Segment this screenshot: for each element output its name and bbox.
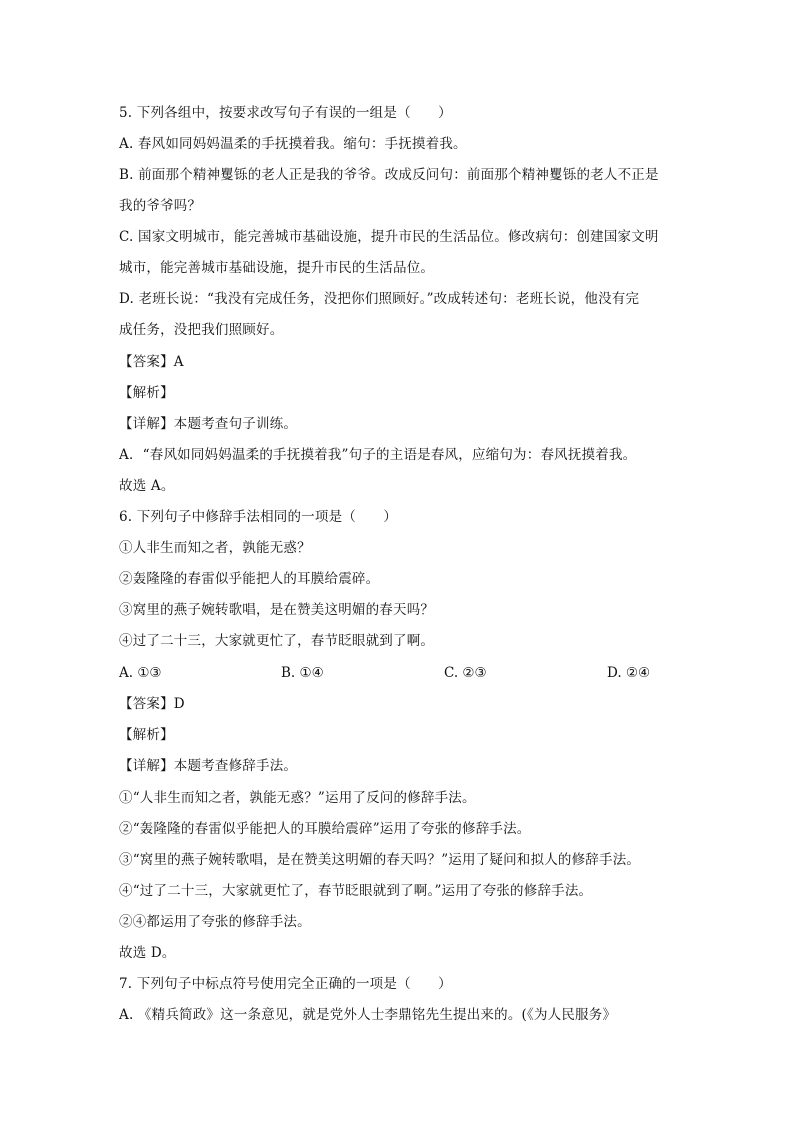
question-5-option-b-line2: 我的爷爷吗？ [119, 198, 202, 214]
question-6-sentence-2: ②轰隆隆的春雷似乎能把人的耳膜给震碎。 [119, 571, 380, 587]
question-5-option-a: A. 春风如同妈妈温柔的手抚摸着我。缩句：手抚摸着我。 [119, 136, 467, 152]
question-5-answer: 【答案】A [119, 354, 184, 370]
question-5-explanation: A．“春风如同妈妈温柔的手抚摸着我”句子的主语是春风，应缩句为：春风抚摸着我。 [119, 447, 637, 463]
question-6-explanation-5: ②④都运用了夸张的修辞手法。 [119, 914, 311, 930]
question-6-explanation-1: ①“人非生而知之者，孰能无惑？”运用了反问的修辞手法。 [119, 790, 476, 806]
question-6-option-a: A. ①③ [119, 665, 162, 681]
question-7-option-a: A. 《精兵简政》这一条意见，就是党外人士李鼎铭先生提出来的。(《为人民服务》 [119, 1007, 617, 1023]
question-6-options [119, 664, 679, 682]
question-6-option-b: B. ①④ [281, 665, 324, 681]
question-6-analysis-heading: 【解析】 [119, 727, 174, 743]
question-5-option-d-line2: 成任务，没把我们照顾好。 [119, 322, 284, 338]
question-6-answer: 【答案】D [119, 696, 185, 712]
question-5-option-c-line1: C. 国家文明城市，能完善城市基础设施，提升市民的生活品位。修改病句：创建国家文明 [119, 229, 659, 245]
question-6-conclusion: 故选 D。 [119, 945, 176, 961]
question-5-option-d-line1: D. 老班长说：“我没有完成任务，没把你们照顾好。”改成转述句：老班长说，他没有完 [119, 291, 640, 307]
question-5-option-c-line2: 城市，能完善城市基础设施，提升市民的生活品位。 [119, 260, 435, 276]
question-5-stem: 5. 下列各组中，按要求改写句子有误的一组是（ ） [119, 105, 452, 121]
question-7-stem: 7. 下列句子中标点符号使用完全正确的一项是（ ） [119, 976, 452, 992]
question-6-explanation-2: ②“轰隆隆的春雷似乎能把人的耳膜给震碎”运用了夸张的修辞手法。 [119, 821, 531, 837]
question-5-detail: 【详解】本题考查句子训练。 [119, 416, 298, 432]
question-6-option-d: D. ②④ [607, 665, 651, 681]
question-6-explanation-4: ④“过了二十三，大家就更忙了，春节眨眼就到了啊。”运用了夸张的修辞手法。 [119, 883, 593, 899]
question-6-option-c: C. ②③ [444, 665, 487, 681]
question-6-sentence-4: ④过了二十三，大家就更忙了，春节眨眼就到了啊。 [119, 633, 435, 649]
question-6-sentence-1: ①人非生而知之者，孰能无惑？ [119, 540, 311, 556]
question-5-option-b-line1: B. 前面那个精神矍铄的老人正是我的爷爷。改成反问句：前面那个精神矍铄的老人不正是 [119, 167, 659, 183]
question-5-conclusion: 故选 A。 [119, 478, 175, 494]
question-6-explanation-3: ③“窝里的燕子婉转歌唱，是在赞美这明媚的春天吗？”运用了疑问和拟人的修辞手法。 [119, 852, 641, 868]
question-6-stem: 6. 下列句子中修辞手法相同的一项是（ ） [119, 509, 398, 525]
question-6-sentence-3: ③窝里的燕子婉转歌唱，是在赞美这明媚的春天吗？ [119, 602, 435, 618]
question-6-detail: 【详解】本题考查修辞手法。 [119, 758, 298, 774]
question-5-analysis-heading: 【解析】 [119, 385, 174, 401]
